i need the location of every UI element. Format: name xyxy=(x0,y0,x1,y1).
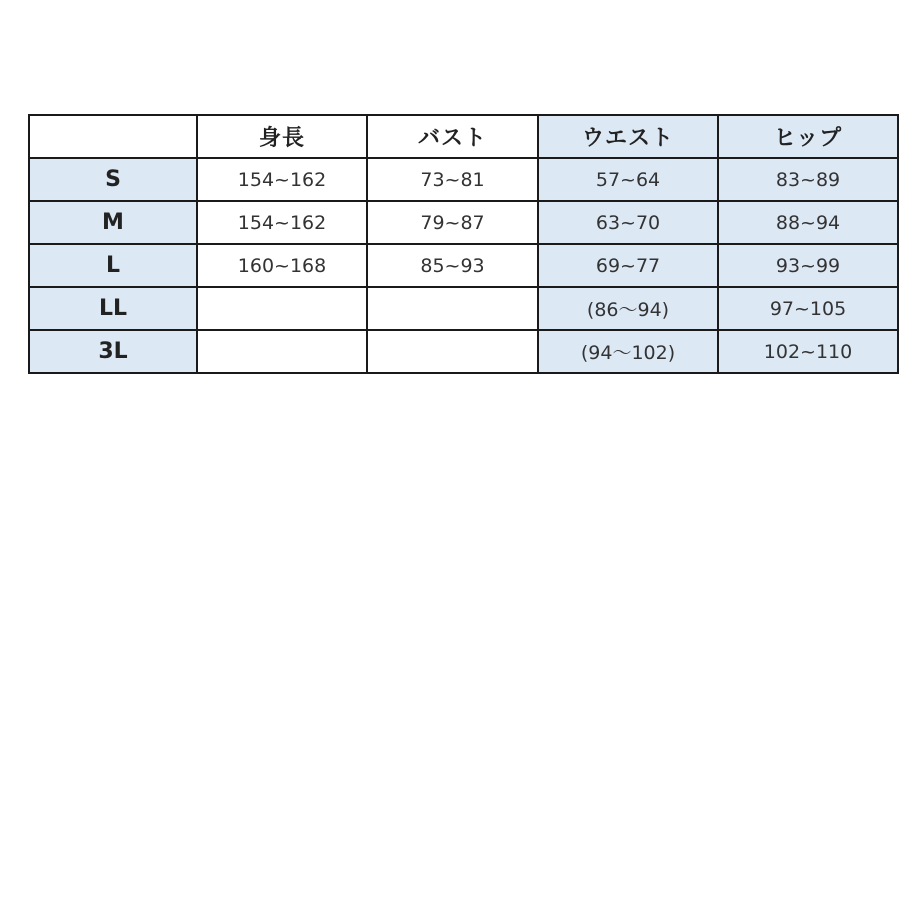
header-hip: ヒップ xyxy=(718,115,898,158)
height-cell: 154~162 xyxy=(197,201,367,244)
table-row xyxy=(29,158,898,201)
hip-cell: 102~110 xyxy=(718,330,898,373)
bust-cell xyxy=(367,287,538,330)
table-row xyxy=(29,244,898,287)
header-corner xyxy=(29,115,197,158)
size-chart-table xyxy=(28,114,899,374)
hip-cell: 83~89 xyxy=(718,158,898,201)
hip-cell: 93~99 xyxy=(718,244,898,287)
bust-cell: 79~87 xyxy=(367,201,538,244)
header-row xyxy=(29,115,898,158)
bust-cell xyxy=(367,330,538,373)
header-waist: ウエスト xyxy=(538,115,718,158)
waist-cell: 57~64 xyxy=(538,158,718,201)
header-height: 身長 xyxy=(197,115,367,158)
height-cell xyxy=(197,330,367,373)
hip-cell: 97~105 xyxy=(718,287,898,330)
height-cell: 160~168 xyxy=(197,244,367,287)
size-label: S xyxy=(29,158,197,201)
table-row xyxy=(29,201,898,244)
bust-cell: 85~93 xyxy=(367,244,538,287)
size-label: LL xyxy=(29,287,197,330)
size-label: 3L xyxy=(29,330,197,373)
hip-cell: 88~94 xyxy=(718,201,898,244)
table-row xyxy=(29,287,898,330)
height-cell xyxy=(197,287,367,330)
waist-cell: (86～94) xyxy=(538,287,718,330)
waist-cell: 69~77 xyxy=(538,244,718,287)
waist-cell: 63~70 xyxy=(538,201,718,244)
height-cell: 154~162 xyxy=(197,158,367,201)
table-row xyxy=(29,330,898,373)
waist-cell: (94～102) xyxy=(538,330,718,373)
size-label: L xyxy=(29,244,197,287)
bust-cell: 73~81 xyxy=(367,158,538,201)
size-label: M xyxy=(29,201,197,244)
header-bust: バスト xyxy=(367,115,538,158)
